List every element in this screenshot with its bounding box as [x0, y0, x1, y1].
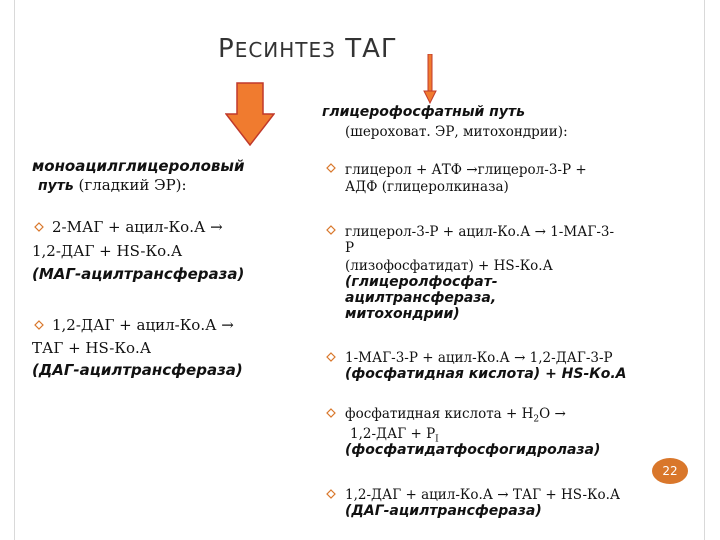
left-item-2-line-3: (ДАГ-ацилтрансфераза) [32, 361, 243, 379]
left-item-1-line-3: (МАГ-ацилтрансфераза) [32, 265, 245, 283]
bullet-icon [326, 163, 336, 173]
right-item-3-line-2: (фосфатидная кислота) + HS-Ко.А [345, 366, 627, 382]
right-item-2-line-4: (глицеролфосфат- [345, 274, 498, 290]
bullet-icon [326, 225, 336, 235]
right-item-2-line-1: глицерол-3-Р + ацил-Ко.А → 1-МАГ-3- [345, 224, 615, 240]
right-subheading: (шероховат. ЭР, митохондрии): [345, 124, 568, 140]
left-heading-line-2: путь (гладкий ЭР): [38, 176, 187, 194]
right-item-2-line-6: митохондрии) [345, 306, 460, 322]
left-heading-line-1: моноацилглицероловый [32, 157, 245, 175]
page-number-badge: 22 [652, 458, 688, 484]
bullet-icon [326, 408, 336, 418]
bullet-icon [326, 352, 336, 362]
right-item-4-line-2: $1,2-ДАГ + Р_I$ [350, 426, 439, 445]
thin-down-arrow-icon [423, 54, 437, 104]
bullet-icon [34, 320, 44, 330]
right-item-2-line-5: ацилтрансфераза, [345, 290, 497, 306]
right-frame-border [704, 0, 720, 540]
left-item-2-line-2: ТАГ + HS-Ко.А [32, 339, 152, 357]
right-item-2-line-2: Р [345, 240, 355, 256]
right-item-4-line-1: фосфатидная кислота + $Н_2О$ → [345, 406, 566, 425]
right-item-5-line-1: 1,2-ДАГ + ацил-Ко.А → ТАГ + HS-Ко.А [345, 487, 621, 503]
right-item-4-line-3: (фосфатидатфосфогидролаза) [345, 442, 601, 458]
right-item-1-line-1: глицерол + АТФ →глицерол-3-Р + [345, 162, 587, 178]
left-item-1-line-1: 2-МАГ + ацил-Ко.А → [52, 218, 223, 236]
right-item-1-line-2: АДФ (глицеролкиназа) [345, 179, 509, 195]
right-item-5-line-2: (ДАГ-ацилтрансфераза) [345, 503, 542, 519]
right-item-3-line-1: 1-МАГ-3-Р + ацил-Ко.А → 1,2-ДАГ-3-Р [345, 350, 613, 366]
bullet-icon [326, 489, 336, 499]
left-item-2-line-1: 1,2-ДАГ + ацил-Ко.А → [52, 316, 234, 334]
left-frame-border [0, 0, 15, 540]
right-item-2-line-3: (лизофосфатидат) + HS-Ко.А [345, 258, 553, 274]
right-heading: глицерофосфатный путь [322, 104, 525, 120]
down-arrow-icon [225, 82, 275, 146]
slide-title: РЕСИНТЕЗ ТАГ [218, 34, 398, 64]
bullet-icon [34, 222, 44, 232]
left-item-1-line-2: 1,2-ДАГ + HS-Ко.А [32, 242, 183, 260]
